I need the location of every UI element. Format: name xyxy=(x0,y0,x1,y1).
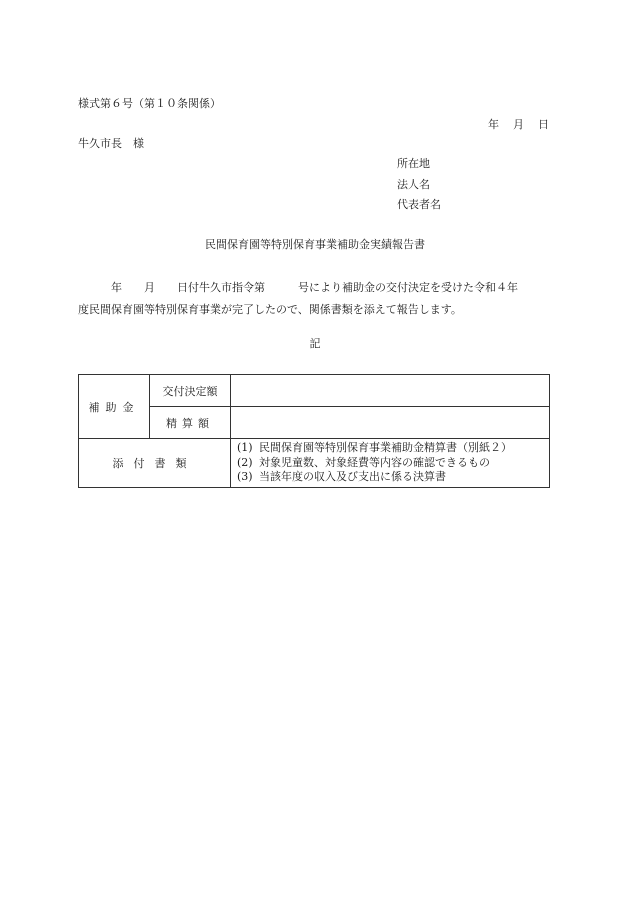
list-item-number: (1) xyxy=(237,441,253,454)
addressee: 牛久市長 様 xyxy=(78,137,144,150)
settlement-amount-value xyxy=(231,407,550,439)
attachments-label: 添付書類 xyxy=(79,439,231,488)
sender-rep-label: 代表者名 xyxy=(397,198,441,211)
table-row xyxy=(79,407,550,439)
body-text xyxy=(78,277,550,321)
list-item-number: (2) xyxy=(237,455,253,469)
date-year-label: 年 xyxy=(488,118,499,131)
settlement-amount-label: 精算額 xyxy=(150,407,231,439)
decision-amount-value xyxy=(231,375,550,407)
list-item-number: (3) xyxy=(237,470,253,483)
ki-heading: 記 xyxy=(309,337,321,350)
list-item xyxy=(237,470,545,485)
list-item-text: 対象児童数、対象経費等内容の確認できるもの xyxy=(259,455,490,469)
body-line: 年 月 日付牛久市指令第 号により補助金の交付決定を受けた令和４年 xyxy=(78,281,518,294)
table-row xyxy=(79,439,550,488)
list-item xyxy=(237,441,545,456)
subsidy-label: 補助金 xyxy=(79,375,150,439)
list-item xyxy=(237,456,545,471)
date-month-label: 月 xyxy=(513,118,524,131)
attachments-list xyxy=(231,439,550,488)
date-line xyxy=(488,119,549,130)
date-day-label: 日 xyxy=(538,118,549,131)
decision-amount-label: 交付決定額 xyxy=(150,375,231,407)
attachment-table xyxy=(78,374,550,488)
list-item-text: 民間保育園等特別保育事業補助金精算書（別紙２） xyxy=(259,441,512,454)
sender-corp-label: 法人名 xyxy=(397,178,430,191)
form-number: 様式第６号（第１０条関係） xyxy=(78,97,221,110)
body-line: 度民間保育園等特別保育事業が完了したので、関係書類を添えて報告します。 xyxy=(78,303,462,316)
table-row xyxy=(79,375,550,407)
document-title: 民間保育園等特別保育事業補助金実績報告書 xyxy=(205,238,425,251)
sender-address-label: 所在地 xyxy=(397,157,430,170)
list-item-text: 当該年度の収入及び支出に係る決算書 xyxy=(259,470,446,483)
